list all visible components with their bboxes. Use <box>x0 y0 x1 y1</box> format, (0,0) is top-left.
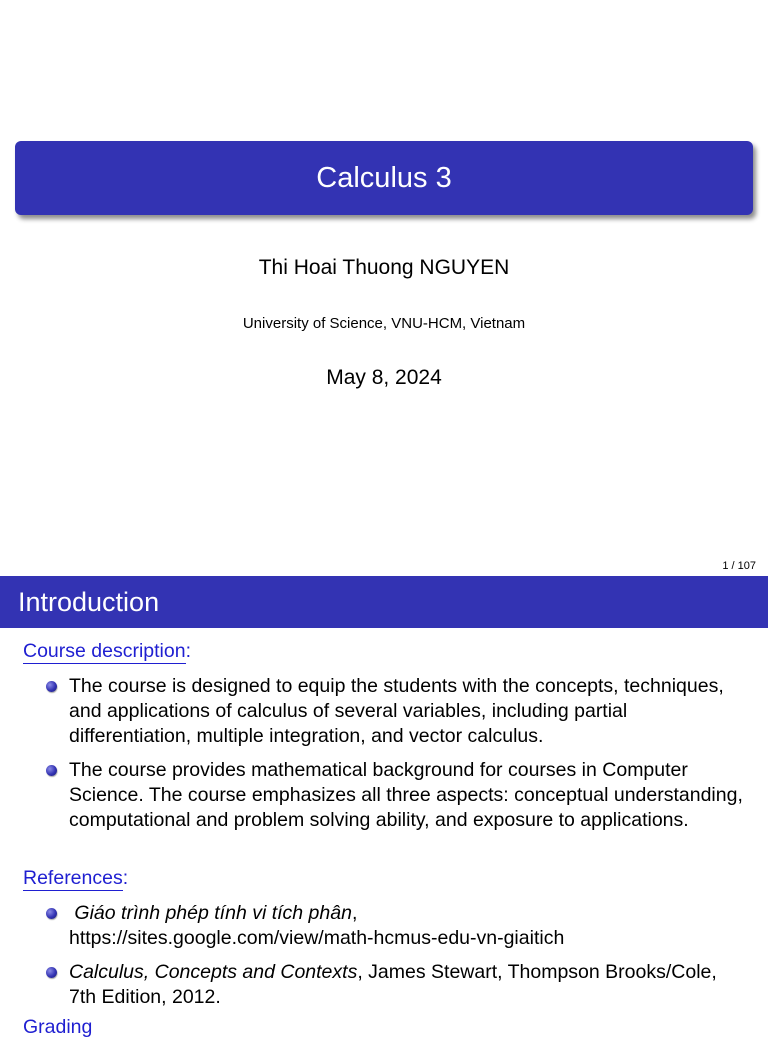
bullet-ball-icon <box>46 765 57 776</box>
course-description-label[interactable]: Course description: <box>23 640 192 662</box>
bullet-text: The course provides mathematical background for courses in Computer Science. The course emphasizes all three aspects: conceptual understanding, computational and problem solving ability, and exposure to applications. <box>69 759 743 831</box>
course-description-link[interactable]: Course description <box>23 640 186 662</box>
list-item <box>69 758 749 833</box>
bullet-text: The course is designed to equip the students with the concepts, techniques, and applications of calculus of several variables, including partial differentiation, multiple integration, and vector calculus. <box>69 675 724 747</box>
bullet-ball-icon <box>46 967 57 978</box>
reference-details: , James Stewart, Thompson Brooks/Cole, 7th Edition, 2012. <box>69 961 717 1008</box>
list-item <box>69 674 749 749</box>
presentation-date: May 8, 2024 <box>326 366 442 389</box>
reference-url[interactable]: https://sites.google.com/view/math-hcmus-edu-vn-giaitich <box>69 927 565 949</box>
author-name: Thi Hoai Thuong NGUYEN <box>258 256 510 279</box>
reference-item: Giáo trình phép tính vi tích phân, https://sites.google.com/view/math-hcmus-edu-vn-giaitich <box>69 901 749 951</box>
next-section-label-partial: Grading <box>23 1016 93 1038</box>
bullet-ball-icon <box>46 908 57 919</box>
page-number: 1 / 107 <box>722 560 756 572</box>
references-label[interactable]: References: <box>23 867 129 889</box>
reference-item <box>69 960 749 1010</box>
frame-title-bar <box>0 576 768 628</box>
frame-title: Introduction <box>18 586 160 617</box>
affiliation: University of Science, VNU-HCM, Vietnam <box>242 315 526 332</box>
slide-title: Calculus 3 <box>316 161 452 194</box>
reference-title: Giáo trình phép tính vi tích phân <box>74 902 352 924</box>
reference-title: Calculus, Concepts and Contexts <box>69 961 358 983</box>
bullet-ball-icon <box>46 681 57 692</box>
references-link[interactable]: References <box>23 867 123 889</box>
title-banner <box>15 141 753 215</box>
